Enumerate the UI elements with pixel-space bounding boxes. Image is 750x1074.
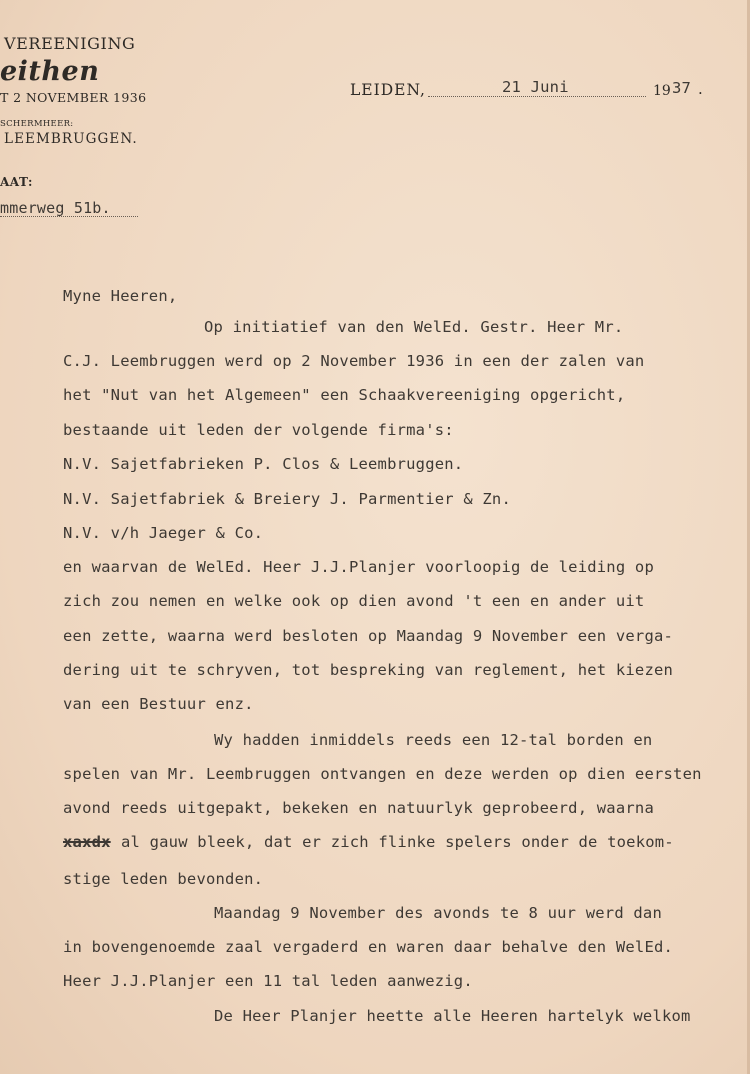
letterhead-address-value: mmerweg 51b.	[0, 199, 111, 217]
letter-line: van een Bestuur enz.	[63, 695, 254, 713]
letter-line: avond reeds uitgepakt, bekeken en natuurlyk geprobeerd, waarna	[63, 799, 654, 817]
letterhead-patron-title: SCHERMHEER:	[0, 119, 74, 129]
dateline-year-prefix: 19	[653, 83, 671, 99]
salutation: Myne Heeren,	[63, 287, 178, 305]
letter-line: Op initiatief van den WelEd. Gestr. Heer Mr.	[204, 318, 624, 336]
address-dotted-line	[0, 216, 138, 217]
letterhead-founded: T 2 NOVEMBER 1936	[0, 90, 147, 105]
letter-line: Maandag 9 November des avonds te 8 uur werd dan	[214, 904, 662, 922]
letter-line: bestaande uit leden der volgende firma's:	[63, 421, 454, 439]
letterhead-club-name: eithen	[0, 56, 100, 87]
letter-line: N.V. Sajetfabriek & Breiery J. Parmentier & Zn.	[63, 490, 511, 508]
letter-line: al gauw bleek, dat er zich flinke spelers onder de toekom-	[121, 833, 674, 851]
letter-line: in bovengenoemde zaal vergaderd en waren daar behalve den WelEd.	[63, 938, 674, 956]
struck-out-word: xaxdx	[63, 833, 111, 851]
letter-line: De Heer Planjer heette alle Heeren hartelyk welkom	[214, 1007, 691, 1025]
letterhead-patron-name: LEEMBRUGGEN.	[4, 131, 138, 147]
letter-line: N.V. v/h Jaeger & Co.	[63, 524, 264, 542]
dateline-dot: .	[698, 80, 703, 98]
date-dotted-line	[428, 96, 646, 97]
letter-line: Wy hadden inmiddels reeds een 12-tal borden en	[214, 731, 653, 749]
letter-line: dering uit te schryven, tot bespreking van reglement, het kiezen	[63, 661, 674, 679]
letter-line: en waarvan de WelEd. Heer J.J.Planjer voorloopig de leiding op	[63, 558, 654, 576]
letter-line: spelen van Mr. Leembruggen ontvangen en deze werden op dien eersten	[63, 765, 702, 783]
letterhead-address-label: AAT:	[0, 175, 33, 189]
letter-line: zich zou nemen en welke ook op dien avond 't een en ander uit	[63, 592, 645, 610]
dateline-year-suffix: 37	[672, 79, 692, 97]
dateline-date: 21 Juni	[502, 78, 569, 96]
letter-line: C.J. Leembruggen werd op 2 November 1936 in een der zalen van	[63, 352, 645, 370]
letter-line: het "Nut van het Algemeen" een Schaakvereeniging opgericht,	[63, 386, 626, 404]
letter-line: stige leden bevonden.	[63, 870, 264, 888]
dateline-city: LEIDEN,	[350, 81, 426, 99]
letterhead-org-line: VEREENIGING	[4, 34, 136, 53]
letter-line: N.V. Sajetfabrieken P. Clos & Leembruggen.	[63, 455, 464, 473]
letter-line: een zette, waarna werd besloten op Maandag 9 November een verga-	[63, 627, 674, 645]
letter-line: Heer J.J.Planjer een 11 tal leden aanwezig.	[63, 972, 473, 990]
